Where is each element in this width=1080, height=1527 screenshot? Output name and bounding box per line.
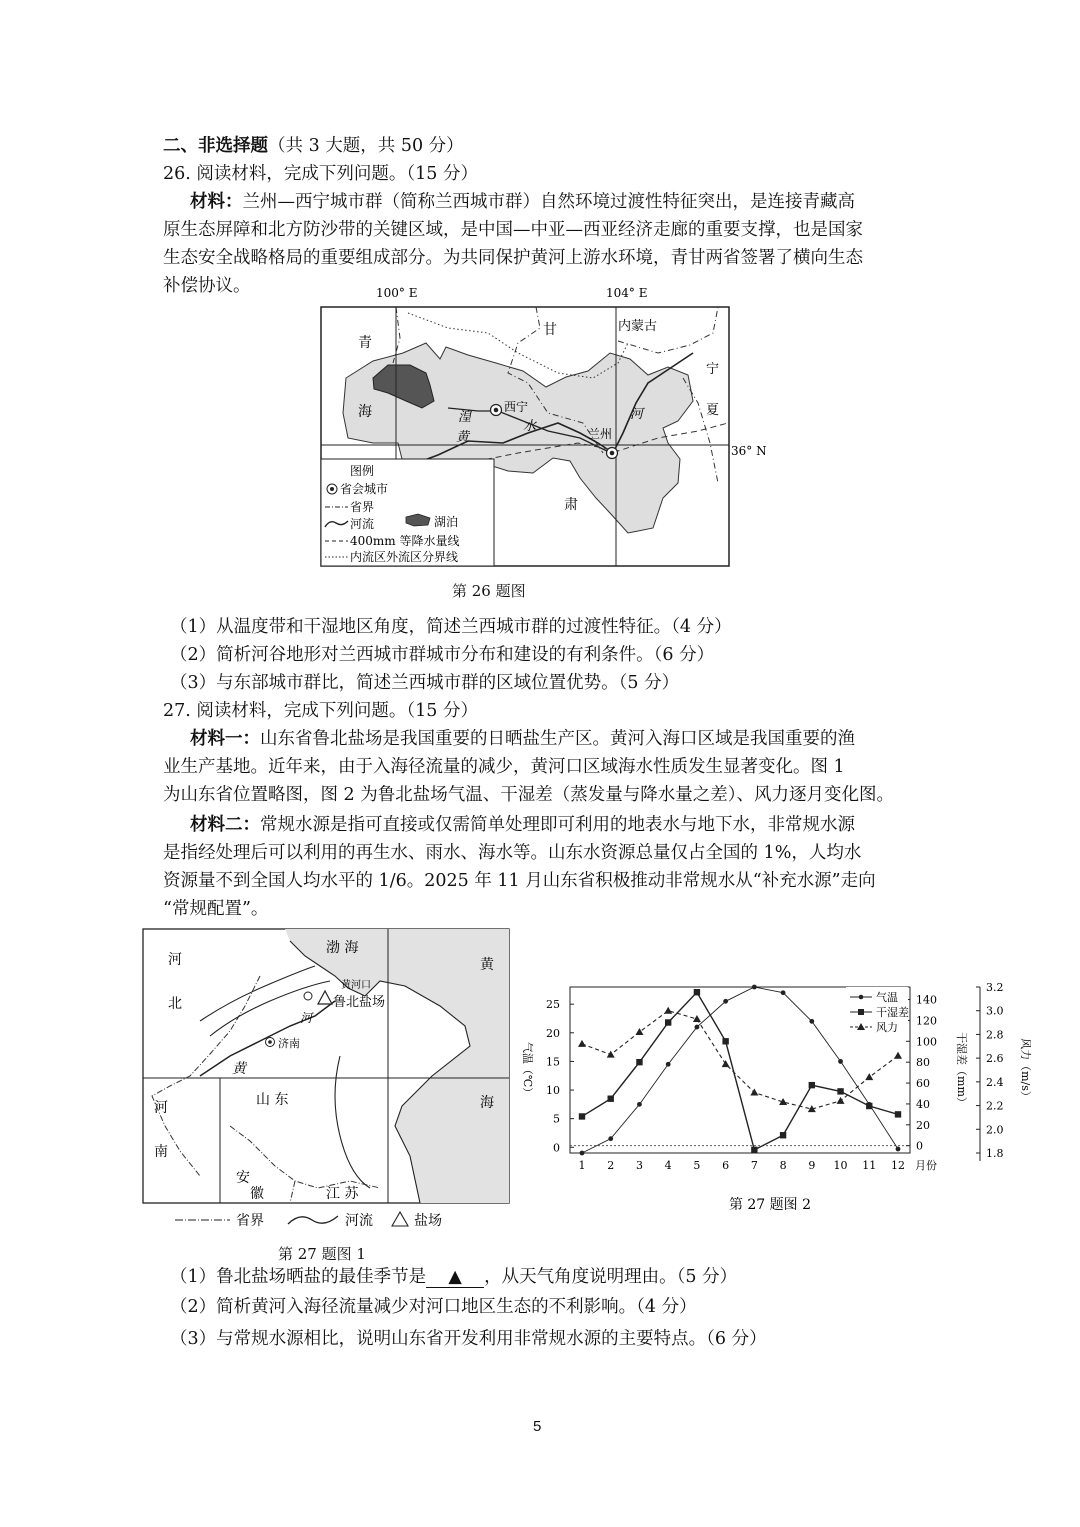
- x-tick-label: 5: [693, 1159, 701, 1172]
- x-tick-label: 10: [833, 1159, 848, 1172]
- q27-map: [140, 926, 515, 1236]
- q27-material1-line-3: 为山东省位置略图，图 2 为鲁北盐场气温、干湿差（蒸发量与降水量之差）、风力逐月变化图。: [163, 785, 895, 805]
- q26-sub-3: （3）与东部城市群比，简述兰西城市群的区域位置优势。（5 分）: [170, 673, 680, 693]
- point-drywet: [780, 1132, 786, 1138]
- point-wind: [837, 1097, 845, 1104]
- left-axis-title: 气温（℃）: [521, 1041, 534, 1099]
- point-temperature: [838, 1059, 843, 1064]
- point-wind: [578, 1040, 586, 1047]
- point-wind: [635, 1028, 643, 1035]
- q27-material2-line-4: “常规配置”。: [163, 899, 269, 919]
- q26-lon-right: 104° E: [606, 286, 648, 300]
- q26-label-xia: 夏: [706, 403, 720, 418]
- point-drywet: [722, 1038, 728, 1044]
- q26-material-line-4: 补偿协议。: [163, 276, 251, 296]
- q27-huanghekou-marker: [304, 992, 312, 1000]
- mid-tick-label: 140: [916, 993, 937, 1007]
- q26-material-line-1: [190, 188, 855, 216]
- point-wind: [865, 1073, 873, 1080]
- section-header: [163, 132, 464, 160]
- left-tick-label: 20: [546, 1026, 560, 1040]
- legend-marker-square: [858, 1009, 864, 1015]
- left-tick-label: 0: [553, 1141, 560, 1155]
- point-wind: [693, 1015, 701, 1022]
- right-tick-label: 2.0: [986, 1123, 1004, 1137]
- q26-label-xining: 西宁: [504, 400, 529, 414]
- point-drywet: [895, 1111, 901, 1117]
- x-tick-label: 9: [808, 1159, 816, 1172]
- q27-material2-line-1: [190, 811, 855, 839]
- q26-legend-basin: 内流区外流区分界线: [350, 550, 459, 564]
- q27-legend-salt: 盐场: [414, 1213, 442, 1229]
- q27-label-bohai: 渤 海: [326, 940, 359, 956]
- point-drywet: [608, 1096, 614, 1102]
- x-tick-label: 7: [750, 1159, 758, 1172]
- q27-label-lubei: 鲁北盐场: [333, 995, 386, 1010]
- x-tick-label: 11: [862, 1159, 877, 1172]
- x-tick-label: 3: [635, 1159, 643, 1172]
- q27-legend-river: 河流: [345, 1213, 373, 1229]
- q27-label-jinan: 济南: [278, 1037, 300, 1050]
- q27-sub-1-after: ，从天气角度说明理由。（5 分）: [484, 1267, 738, 1287]
- q27-label-river-huang: 黄: [232, 1061, 246, 1077]
- point-temperature: [896, 1147, 901, 1152]
- right-tick-label: 1.8: [986, 1147, 1004, 1160]
- q26-material-label: 材料：: [190, 192, 243, 212]
- right-tick-label: 2.8: [986, 1028, 1004, 1042]
- q26-label-huang: 黄: [456, 430, 470, 445]
- q27-material2-line-2: 是指经处理后可以利用的再生水、雨水、海水等。山东水资源总量仅占全国的 1%，人均水: [163, 843, 862, 863]
- right-tick-label: 2.2: [986, 1099, 1004, 1113]
- mid-tick-label: 80: [916, 1056, 930, 1070]
- q27-legend-salt-icon: [392, 1212, 408, 1226]
- mid-tick-label: 120: [916, 1014, 937, 1028]
- mid-tick-label: 60: [916, 1077, 930, 1091]
- mid-tick-label: 40: [916, 1097, 930, 1111]
- point-drywet: [636, 1059, 642, 1065]
- q26-label-hai: 海: [358, 404, 372, 420]
- x-tick-label: 2: [607, 1159, 615, 1172]
- q27-stem: 27. 阅读材料，完成下列问题。（15 分）: [163, 701, 478, 721]
- mid-tick-label: 100: [916, 1035, 937, 1049]
- q26-material-text-1: 兰州—西宁城市群（简称兰西城市群）自然环境过渡性特征突出，是连接青藏高: [242, 192, 855, 212]
- q26-legend-lake: 湖泊: [434, 515, 459, 529]
- q27-label-an: 安: [236, 1170, 250, 1186]
- point-temperature: [695, 1025, 700, 1030]
- mid-axis-title: 干湿差（mm）: [955, 1032, 968, 1108]
- point-temperature: [809, 1019, 814, 1024]
- q26-legend-isohyet: 400mm 等降水量线: [350, 534, 460, 548]
- q27-sub-2: （2）简析黄河入海径流量减少对河口地区生态的不利影响。（4 分）: [170, 1297, 697, 1317]
- q27-material1-line-1: [190, 725, 855, 753]
- q26-lon-left: 100° E: [376, 286, 418, 300]
- right-axis-title: 风力（m/s）: [1019, 1038, 1032, 1102]
- right-tick-label: 3.0: [986, 1004, 1004, 1018]
- point-drywet: [751, 1147, 757, 1153]
- point-drywet: [665, 1019, 671, 1025]
- x-tick-label: 8: [779, 1159, 787, 1172]
- q27-label-huang: 黄: [480, 957, 494, 973]
- q26-material-line-3: 生态安全战略格局的重要组成部分。为共同保护黄河上游水环境，青甘两省签署了横向生态: [163, 248, 863, 268]
- point-wind: [607, 1051, 615, 1058]
- q27-label-huanghekou: 黄河口: [341, 980, 371, 991]
- point-temperature: [781, 990, 786, 995]
- q27-label-hui: 徽: [250, 1186, 264, 1202]
- point-temperature: [580, 1151, 585, 1156]
- legend-label: 风力: [876, 1021, 898, 1034]
- q27-label-henan-nan: 南: [154, 1144, 168, 1160]
- right-tick-label: 2.6: [986, 1052, 1004, 1066]
- point-wind: [664, 1007, 672, 1014]
- x-axis-label: 月份: [915, 1159, 937, 1172]
- q27-map-caption: 第 27 题图 1: [278, 1245, 366, 1263]
- q26-map-caption: 第 26 题图: [452, 582, 526, 600]
- q26-legend-capital: 省会城市: [340, 482, 389, 496]
- q26-lanzhou-dot: [610, 451, 615, 456]
- q27-label-henan-he: 河: [154, 1100, 168, 1116]
- q26-label-gan: 甘: [543, 322, 557, 338]
- q27-material2-label: 材料二：: [190, 815, 260, 835]
- q26-stem: 26. 阅读材料，完成下列问题。（15 分）: [163, 164, 478, 184]
- point-drywet: [579, 1113, 585, 1119]
- x-tick-label: 6: [722, 1159, 730, 1172]
- q27-chart: [510, 975, 1040, 1215]
- q26-label-shui: 水: [523, 419, 537, 434]
- q27-label-shandong: 山 东: [256, 1092, 289, 1108]
- q26-label-su: 肃: [564, 497, 578, 513]
- q27-material1-text-1: 山东省鲁北盐场是我国重要的日晒盐生产区。黄河入海口区域是我国重要的渔: [260, 729, 855, 749]
- q27-label-river-he: 河: [300, 1011, 313, 1025]
- q27-label-he: 河: [168, 952, 182, 968]
- x-tick-label: 12: [891, 1159, 905, 1172]
- section-title: 二、非选择题: [163, 136, 268, 156]
- legend-label: 干湿差: [876, 1006, 909, 1019]
- q26-sub-2: （2）简析河谷地形对兰西城市群城市分布和建设的有利条件。（6 分）: [170, 645, 715, 665]
- q26-label-neimenggu: 内蒙古: [618, 319, 658, 334]
- q27-material2-text-1: 常规水源是指可直接或仅需简单处理即可利用的地表水与地下水，非常规水源: [260, 815, 855, 835]
- point-wind: [722, 1060, 730, 1067]
- q26-label-ning: 宁: [706, 362, 720, 377]
- q27-label-bei: 北: [168, 996, 182, 1012]
- q26-legend-capital-dot: [330, 487, 334, 491]
- x-tick-label: 1: [578, 1159, 586, 1172]
- q27-sub-1-before: （1）鲁北盐场晒盐的最佳季节是: [170, 1267, 427, 1287]
- q27-label-jiangsu: 江 苏: [326, 1186, 359, 1202]
- q26-xining-dot: [494, 408, 499, 413]
- q27-sub-1: [170, 1263, 737, 1291]
- point-temperature: [637, 1102, 642, 1107]
- point-drywet: [837, 1088, 843, 1094]
- point-drywet: [809, 1082, 815, 1088]
- q26-label-lanzhou: 兰州: [588, 427, 613, 441]
- left-tick-label: 10: [546, 1084, 560, 1098]
- q27-material2-line-3: 资源量不到全国人均水平的 1/6。2025 年 11 月山东省积极推动非常规水从“补充水源”走向: [163, 871, 876, 891]
- q26-lat-label: 36° N: [731, 444, 767, 458]
- left-tick-label: 15: [546, 1055, 560, 1069]
- legend-marker-circle: [859, 995, 864, 1000]
- q27-sub-1-blank: ▲: [426, 1267, 484, 1288]
- q27-jinan-dot: [268, 1040, 272, 1044]
- left-tick-label: 25: [546, 998, 560, 1012]
- right-tick-label: 2.4: [986, 1075, 1004, 1089]
- mid-tick-label: 20: [916, 1118, 930, 1132]
- q26-legend-title: 图例: [350, 464, 375, 478]
- point-drywet: [694, 989, 700, 995]
- q27-sub-3: （3）与常规水源相比，说明山东省开发利用非常规水源的主要特点。（6 分）: [170, 1329, 767, 1349]
- mid-tick-label: 0: [916, 1139, 923, 1153]
- q26-sub-1: （1）从温度带和干湿地区角度，简述兰西城市群的过渡性特征。（4 分）: [170, 617, 732, 637]
- q26-label-qing: 青: [358, 335, 372, 351]
- q26-material-line-2: 原生态屏障和北方防沙带的关键区域，是中国—中亚—西亚经济走廊的重要支撑，也是国家: [163, 220, 863, 240]
- point-wind: [750, 1089, 758, 1096]
- q26-map: [318, 283, 798, 573]
- point-drywet: [866, 1103, 872, 1109]
- q27-legend-border: 省界: [236, 1213, 264, 1229]
- point-temperature: [608, 1136, 613, 1141]
- point-temperature: [666, 1062, 671, 1067]
- page-number: 5: [533, 1418, 542, 1435]
- q27-legend-river-icon: [288, 1216, 338, 1224]
- q27-material1-line-2: 业生产基地。近年来，由于入海径流量的减少，黄河口区域海水性质发生显著变化。图 1: [163, 757, 845, 777]
- x-tick-label: 4: [664, 1159, 672, 1172]
- chart-caption: 第 27 题图 2: [728, 1197, 812, 1213]
- q26-label-he: 河: [630, 407, 644, 422]
- q27-label-hai: 海: [480, 1095, 494, 1111]
- q26-legend-border: 省界: [350, 500, 375, 514]
- right-tick-label: 3.2: [986, 981, 1004, 994]
- point-wind: [894, 1052, 902, 1059]
- q26-legend-river: 河流: [350, 517, 375, 531]
- point-temperature: [723, 999, 728, 1004]
- q26-label-huang2: 湟: [458, 410, 472, 425]
- q27-material1-label: 材料一：: [190, 729, 260, 749]
- section-note: （共 3 大题，共 50 分）: [268, 136, 464, 156]
- legend-label: 气温: [876, 991, 898, 1004]
- left-tick-label: 5: [553, 1112, 560, 1126]
- point-temperature: [752, 985, 757, 990]
